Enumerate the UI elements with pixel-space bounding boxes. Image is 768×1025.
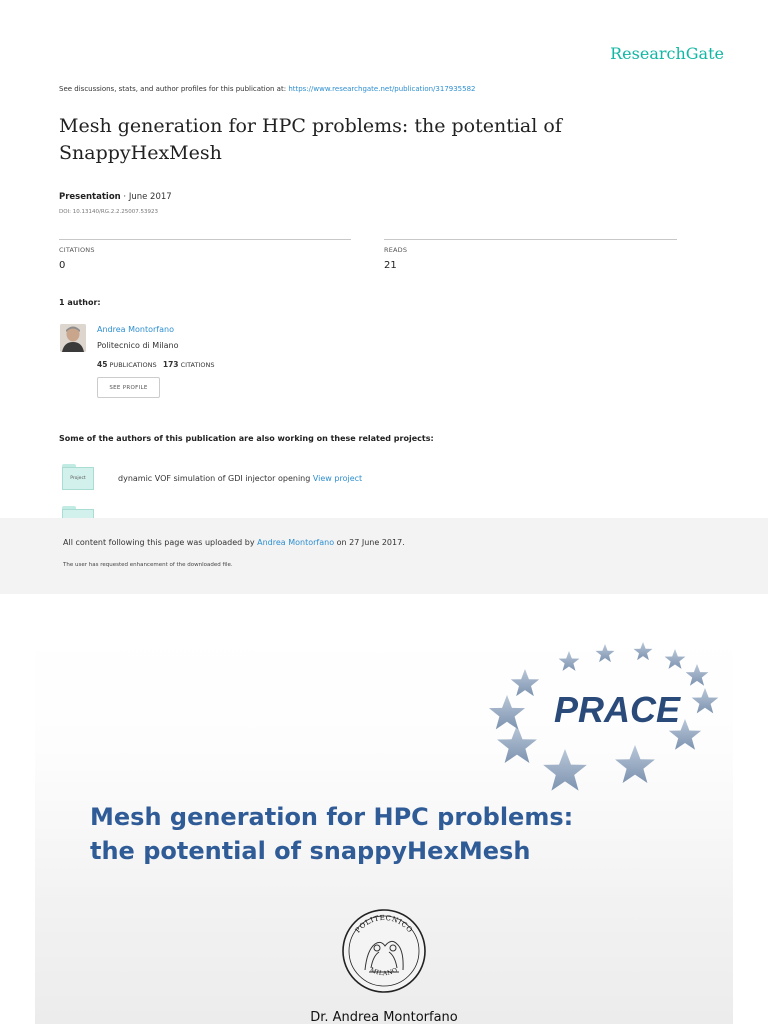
author-name-link[interactable]: Andrea Montorfano xyxy=(97,325,174,334)
reads-value: 21 xyxy=(384,260,397,271)
author-citations-count: 173 xyxy=(162,360,179,369)
disclaimer-text: See discussions, stats, and author profiles for this publication at: xyxy=(59,85,289,93)
project-item xyxy=(118,474,362,483)
researchgate-logo[interactable]: ResearchGate xyxy=(610,44,724,63)
uploader-link[interactable]: Andrea Montorfano xyxy=(257,538,335,547)
project-title: dynamic VOF simulation of GDI injector opening xyxy=(118,474,311,483)
seal-top-text: POLITECNICO xyxy=(353,913,415,935)
publication-url-link[interactable]: https://www.researchgate.net/publication/317935582 xyxy=(288,85,476,93)
title-line-2: SnappyHexMesh xyxy=(59,142,222,164)
upload-notice xyxy=(63,538,405,547)
publication-date: · June 2017 xyxy=(120,192,172,202)
related-projects-heading: Some of the authors of this publication are also working on these related projects: xyxy=(59,434,434,443)
citations-divider xyxy=(59,239,351,240)
disclaimer xyxy=(59,85,476,93)
reads-divider xyxy=(384,239,677,240)
publication-title xyxy=(59,113,619,167)
authors-heading: 1 author: xyxy=(59,298,101,307)
upload-suffix: on 27 June 2017. xyxy=(334,538,405,547)
prace-logo xyxy=(485,642,725,792)
project-folder-icon[interactable] xyxy=(62,464,94,490)
author-avatar[interactable] xyxy=(60,324,86,352)
publication-type: Presentation xyxy=(59,192,121,202)
politecnico-seal xyxy=(341,908,427,994)
enhancement-note: The user has requested enhancement of the downloaded file. xyxy=(63,562,233,568)
presenter-name: Dr. Andrea Montorfano xyxy=(310,1010,458,1025)
upload-notice-band xyxy=(0,518,768,594)
author-publications-count: 45 xyxy=(97,360,108,369)
author-institution: Politecnico di Milano xyxy=(97,341,179,350)
title-line-1: Mesh generation for HPC problems: the potential of xyxy=(59,115,562,137)
seal-bottom-text: MILANO xyxy=(368,966,400,978)
publication-doi: DOI: 10.13140/RG.2.2.25007.53923 xyxy=(59,209,158,215)
slide-title-line-1: Mesh generation for HPC problems: xyxy=(90,803,574,831)
folder-label: Project xyxy=(62,467,94,490)
slide-title xyxy=(90,800,573,868)
author-stats xyxy=(97,360,214,369)
slide-title-line-2: the potential of snappyHexMesh xyxy=(90,837,531,865)
reads-label: READS xyxy=(384,246,408,254)
publication-meta xyxy=(59,192,172,202)
citations-value: 0 xyxy=(59,260,66,271)
author-citations-label: CITATIONS xyxy=(180,361,215,369)
author-publications-label: PUBLICATIONS xyxy=(109,361,157,369)
folder-body xyxy=(62,509,94,518)
project-folder-icon-2[interactable] xyxy=(62,506,94,518)
see-profile-button[interactable]: SEE PROFILE xyxy=(97,377,160,398)
prace-wordmark: PRACE xyxy=(553,689,681,730)
view-project-link[interactable]: View project xyxy=(312,474,363,483)
person-icon xyxy=(60,324,86,352)
upload-prefix: All content following this page was uploaded by xyxy=(63,538,258,547)
citations-label: CITATIONS xyxy=(59,246,95,254)
